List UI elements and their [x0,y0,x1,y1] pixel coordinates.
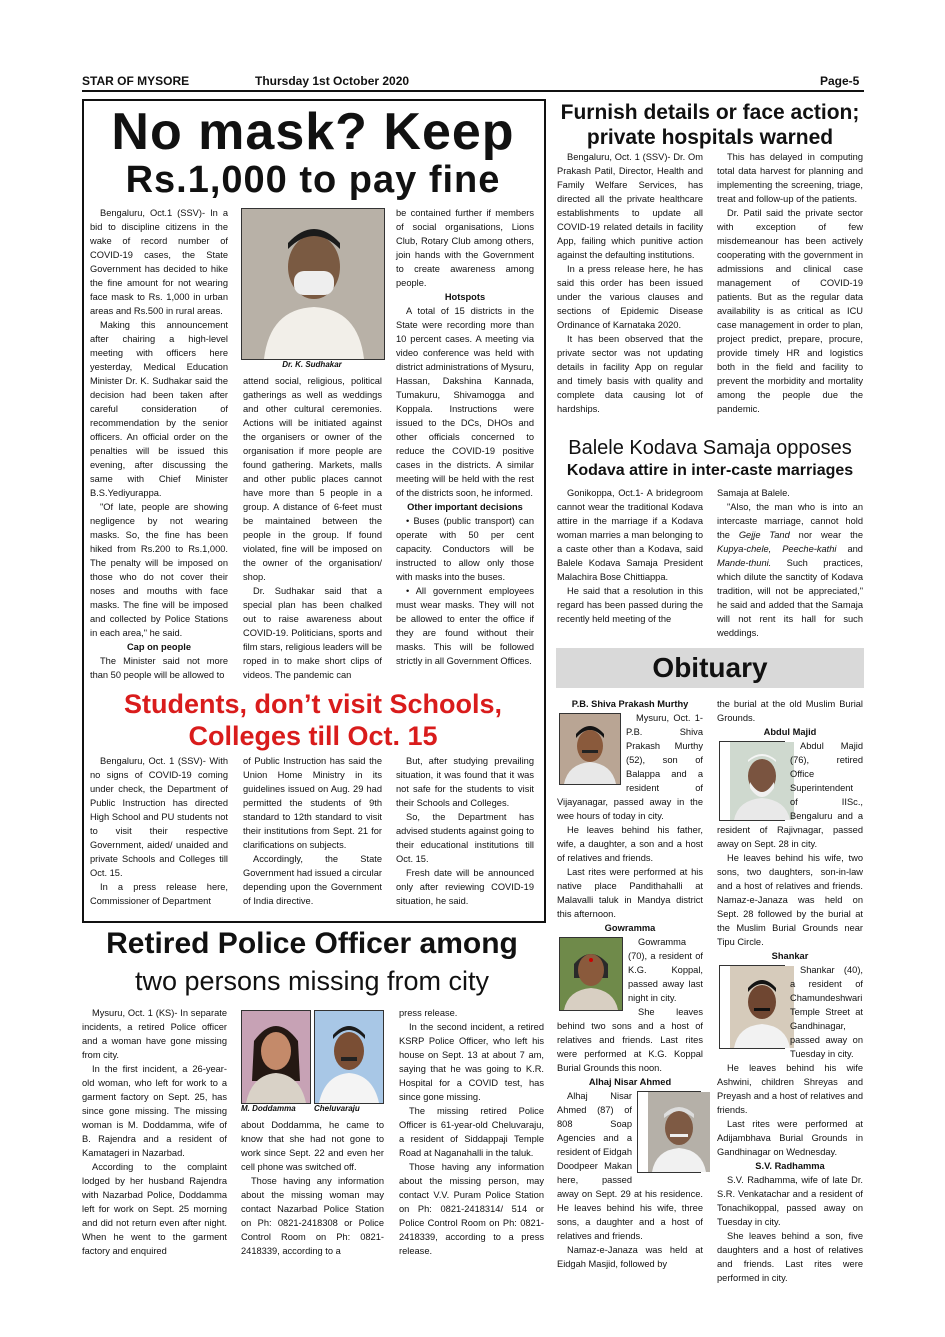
paragraph: Those having any information about the missing person, may contact V.V. Puram Police Station on Ph: 0821-2418314/ 514 or Police Control Room on Ph: 0821-2418339, according to a press release. [399,1162,544,1256]
paragraph: press release. [399,1008,458,1018]
obituary-name: Shankar [771,951,809,961]
obituary-column-1 [557,697,703,1269]
students-column-3 [396,754,534,914]
police-column-1 [82,1006,227,1262]
paragraph: Gowramma (70), a resident of K.G. Koppal, passed away last night in city. [628,937,703,1003]
furnish-column-2 [717,150,863,432]
italic-term: Kupya-chele, Peeche-kathi [717,544,837,554]
subhead: Cap on people [126,642,192,652]
mask-headline-line2: Rs.1,000 to pay fine [125,159,501,201]
police-headline-line2: two persons missing from city [134,966,490,996]
mask-column-1 [90,206,228,684]
paragraph: He leaves behind his father, wife, a daughter, a son and a host of relatives and friends. [557,825,703,863]
paragraph: Fresh date will be announced only after reviewing COVID-19 situation, he said. [396,868,534,906]
paragraph: Namaz-e-Janaza was held at Eidgah Masjid, followed by [557,1245,703,1269]
paragraph: • Buses (public transport) can operate with 50 per cent capacity. Conductors will be instructed to allow only those with masks into the buses. [396,516,534,582]
paragraph: Bengaluru, Oct.1 (SSV)- In a bid to discipline citizens in the wake of record number of COVID-19 cases, the State Government has decided to hike the fine amount for not wearing face mask to Rs. 1,000 in urban areas and Rs.500 in rural areas. [90,208,228,316]
shankar-photo [719,965,785,1049]
kodava-column-2 [717,486,863,642]
paragraph: A total of 15 districts in the State were recording more than 10 percent cases. A meeting via video conference was held with district administrations of Mysuru, Hassan, Dakshina Kannada, Tumakuru, Shivamogga and Koppala. Instructions were issued to the DCs, DHOs and other officials concerned to reduce the COVID-19 positive cases in the districts. A similar meeting will be held with the rest of the districts soon, he informed. [396,306,534,498]
mask-headline-line1: No mask? Keep [111,103,515,161]
page-number: Page-5 [820,74,860,88]
text-run: "Also, the man who is into an intercaste marriage, cannot hold the [717,502,863,540]
paragraph: Last rites were performed at Adijambhava Burial Grounds in Gandhinagar on Wednesday. [717,1119,863,1157]
paragraph: The missing retired Police Officer is 61-year-old Cheluvaraju, a resident of Siddappaji Temple Road at Naganahalli in the taluk. [399,1106,544,1158]
header-rule [82,90,864,92]
paragraph: Accordingly, the State Government had issued a circular depending upon the Government of India directive. [243,854,383,906]
obituary-name: S.V. Radhamma [755,1161,825,1171]
paragraph: She leaves behind two sons and a host of relatives and friends. Last rites were performed at K.G. Koppal Burial Grounds this noon. [557,1007,703,1073]
obituary-column-2 [717,697,863,1283]
paragraph: In a press release here, Commissioner of Department [90,882,228,906]
paragraph: attend social, religious, political gatherings as well as weddings and other cultural ceremonies. Actions will be initiated against the organisers or owner of the organisation if more people are found gathering. Markets, malls and other public places cannot have more than 5 people in a group. A distance of 6-feet must be maintained between the people in the group. If found violated, fine will be imposed on the owner of the organisation/ shop. [243,376,382,582]
students-headline-line1: Students, don’t visit Schools, [123,689,503,719]
paragraph [717,500,863,640]
paragraph: She leaves behind a son, five daughters and a host of relatives and friends. Last rites were performed in city. [717,1231,863,1283]
paragraph: Last rites were performed at his native place Pandithahalli at Malavalli taluk in Mandya district this afternoon. [557,867,703,919]
paragraph: Dr. Sudhakar said that a special plan has been chalked out to raise awareness about COVID-19. Politicians, sports and film stars, religious leaders will be roped in to make short clips of videos. The pandemic can [243,586,382,680]
person-icon [242,209,384,359]
subhead: Hotspots [444,292,486,302]
paragraph: Those having any information about the missing woman may contact Nazarbad Police Station on Ph: 0821-2418308 or Police Control Room on Ph: 0821-2418339, according to a [241,1176,384,1256]
text-run: and [836,544,863,554]
cheluvaraju-caption: Cheluvaraju [314,1104,360,1113]
italic-term: Gejje Tand [738,530,790,540]
paragraph: But, after studying prevailing situation, it was found that it was not safe for the students to visit their Schools and Colleges. [396,756,534,808]
paragraph: The Minister said not more than 50 people will be allowed to [90,656,228,680]
obituary-name: P.B. Shiva Prakash Murthy [571,699,689,709]
person-icon [560,938,622,1010]
person-icon [730,742,794,820]
person-icon [242,1011,310,1103]
furnish-headline-line1: Furnish details or face action; [560,101,860,124]
sudhakar-caption: Dr. K. Sudhakar [241,359,383,369]
police-headline-line1: Retired Police Officer among [106,927,518,960]
obituary-name: Gowramma [604,923,656,933]
obituary-name: Alhaj Nisar Ahmed [588,1077,672,1087]
paragraph [717,963,863,1061]
sudhakar-photo [241,208,385,360]
paragraph: Bengaluru, Oct. 1 (SSV)- With no signs of COVID-19 coming under check, the Department of Public Instruction has directed High School and PU students not to visit their respective Government, aided/ unaided and private Schools and Colleges till Oct. 15. [90,756,228,878]
police-column-3 [399,1006,544,1262]
paragraph [557,1089,703,1243]
paragraph: Gonikoppa, Oct.1- A bridegroom cannot wear the traditional Kodava attire in the marriage if a Kodava woman marries a man belonging to a caste other than a Kodava, said Balele Kodava Samaja President Malachira Bose Chittiappa. [557,488,703,582]
students-column-2 [243,754,382,914]
obituary-name: Abdul Majid [763,727,817,737]
italic-term: Mande-thuni. [717,558,772,568]
paragraph: In the second incident, a retired KSRP Police Officer, who left his house on Sept. 13 at about 7 am, saying that he was going to K.R. Hospital for a COVID test, has since gone missing. [399,1022,544,1102]
person-icon [560,714,620,784]
paragraph: the burial at the old Muslim Burial Grounds. [717,699,863,723]
furnish-column-1 [557,150,703,432]
mask-column-2 [243,374,382,684]
kodava-headline-line2: Kodava attire in inter-caste marriages [566,462,854,479]
paragraph: • All government employees must wear masks. They will not be allowed to enter the office if they are found without their masks. This will be followed strictly in all Government Offices. [396,586,534,666]
students-headline-line2: Colleges till Oct. 15 [188,721,438,751]
cheluvaraju-photo [314,1010,384,1104]
paragraph: of Public Instruction has said the Union Home Ministry in its guidelines issued on Aug. 29 had permitted the students of 9th standard to 12th standard to visit their institutions from Sept. 21 for clarifications on subjects. [243,756,382,850]
paragraph: Dr. Patil said the private sector with exception of few misdemeanour has been actively cooperating with the government in admissions and clinical case management of COVID-19 patients. But as the regular data availability is as critical as ICU case management in order to plan, project predict, prepare, procure, provide timely HR and logistics both in the field and facility to prevent the morbidity and mortality among the people due the pandemic. [717,208,863,414]
nisar-ahmed-photo [637,1091,701,1173]
paragraph: In the first incident, a 26-year-old woman, who left for work to a garment factory on Sept. 25, has since gone missing. The missing woman is M. Doddamma, wife of B. Rajendra and a resident of Kamatageri in Nazarbad. [82,1064,227,1158]
text-run: Such practices, which dilute the sanctity of Kodava tradition, will not be appreciated," he said and added that the Samaja will not rent its hall for such weddings. [717,558,863,638]
kodava-headline-line1: Balele Kodava Samaja opposes [568,437,852,459]
text-run: Alhaj Nisar Ahmed (87) of 808 Soap Agencies and a resident of Eidgah Doodpeer Makan here, passed away on Sept. 29 at his residence. He leaves behind his wife, three sons, a daughter and a host of relatives and friends. [557,1091,703,1241]
students-column-1 [90,754,228,914]
paragraph: be contained further if members of social organisations, Lions Club, Rotary Club among others, join hands with the Government to create awareness among people. [396,208,534,288]
subhead: Other important decisions [407,502,523,512]
paragraph: In a press release here, he has said this order has been issued under the various clauses and sections of Epidemic Disease Ordinance of Karnataka 2020. [557,264,703,330]
paragraph: It has been observed that the private sector was not updating details in facility App on regular and timely basis with quality and complete data causing lot of hardships. [557,334,703,414]
paragraph: He said that a resolution in this regard has been passed during the recently held meeting of the [557,586,703,624]
mask-column-3 [396,206,534,684]
person-icon [648,1092,710,1172]
text-run: nor wear the [789,530,863,540]
shivaprakash-photo [559,713,621,785]
paragraph: He leaves behind his wife, two sons, two daughters, son-in-law and a host of relatives and friends. Namaz-e-Janaza was held on Sept. 28 followed by the burial at the Muslim Burial Grounds near Tipu Circle. [717,853,863,947]
masthead-date: Thursday 1st October 2020 [255,74,410,88]
paragraph: Bengaluru, Oct. 1 (SSV)- Dr. Om Prakash Patil, Director, Health and Family Welfare Services, has directed all the private healthcare establishments to update all COVID-19 related details in facility App, failing which punitive action against the defaulting institutions. [557,152,703,260]
doddamma-caption: M. Doddamma [241,1104,296,1113]
paragraph: According to the complaint lodged by her husband Rajendra with Nazarbad Police, Doddamma left for work on Sept. 25 morning and did not return even after night. When he went to the garment factory and enquired [82,1162,227,1256]
obituary-banner: Obituary [556,648,864,688]
gowramma-photo [559,937,623,1011]
person-icon [315,1011,383,1103]
paragraph: Making this announcement after chairing a high-level meeting with officers here yesterday, Medical Education Minister Dr. K. Sudhakar said the decision had been taken after careful consideration of recommendation by the senior officers. An official order on the penalties will be issued this evening, after discussing the same with Chief Minister B.S.Yediyurappa. [90,320,228,498]
paragraph: "Of late, people are showing negligence by not wearing masks. So, the fine has been hiked from Rs.200 to Rs.1,000. The penalty will be imposed on those who do not cover their noses and mouths with face masks. The fine will be imposed and collected by Police Stations in each area," he said. [90,502,228,638]
paragraph: He leaves behind his wife Ashwini, children Shreyas and Preyash and a host of relatives and friends. [717,1063,863,1115]
person-icon [730,966,794,1048]
paragraph: Samaja at Balele. [717,488,790,498]
paragraph: about Doddamma, he came to know that she had not gone to work since Sept. 22 and even her cell phone was switched off. [241,1120,384,1172]
text-run: Abdul Majid (76), retired Office Superintendent of IISc., Bengaluru and a resident of Rajivnagar, passed away on Sept. 28 in city. [717,741,863,849]
kodava-column-1 [557,486,703,642]
paragraph: So, the Department has advised students against going to their educational institutions till Oct. 15. [396,812,535,864]
police-column-2 [241,1118,384,1262]
abdul-majid-photo [719,741,785,821]
paragraph: S.V. Radhamma, wife of late Dr. S.R. Venkatachar and a resident of Tonachikoppal, passed away on Tuesday in city. [717,1175,863,1227]
paragraph: Mysuru, Oct. 1- P.B. Shiva Prakash Murthy (52), son of Balappa and a resident of Vijayanagar, passed away in the wee hours of today in city. [557,713,703,821]
doddamma-photo [241,1010,311,1104]
paragraph: This has delayed in computing total data harvest for planning and implementing the screening, triage, treat and follow-up of the patients. [717,152,863,204]
text-run: Shankar (40), a resident of Chamundeshwari Temple Street at Gandhinagar, passed away on Tuesday in city. [790,965,863,1059]
paragraph: Mysuru, Oct. 1 (KS)- In separate incidents, a retired Police officer and a woman have gone missing from city. [82,1008,227,1060]
furnish-headline-line2: private hospitals warned [586,126,834,149]
paragraph [717,739,863,851]
masthead-title: STAR OF MYSORE [82,74,190,88]
